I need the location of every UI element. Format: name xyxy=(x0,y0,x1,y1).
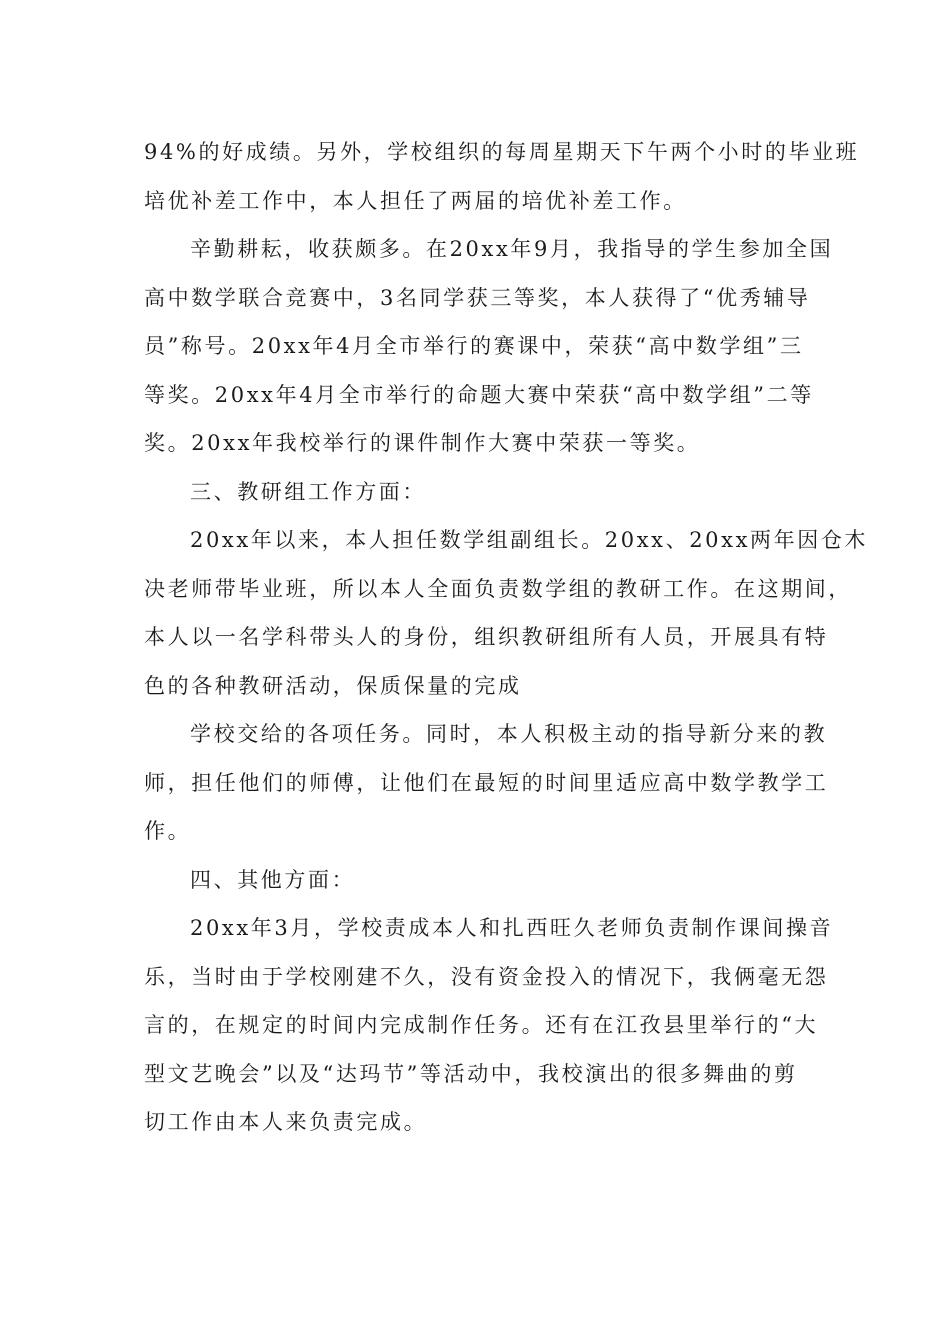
text-line: 20xx年以来，本人担任数学组副组长。20xx、20xx两年因仓木 xyxy=(190,528,869,552)
section-heading-other xyxy=(144,856,806,905)
section-heading: 三、教研组工作方面： xyxy=(190,479,426,504)
text-line: 辛勤耕耘，收获颇多。在20xx年9月，我指导的学生参加全国 xyxy=(190,237,834,261)
text-line: 等奖。20xx年4月全市举行的命题大赛中荣获“高中数学组”二等 xyxy=(144,382,814,407)
text-line: 高中数学联合竞赛中，3名同学获三等奖，本人获得了“优秀辅导 xyxy=(144,285,811,310)
paragraph-grades xyxy=(144,128,860,225)
text-line: 乐，当时由于学校刚建不久，没有资金投入的情况下，我俩毫无怨 xyxy=(144,964,829,989)
text-line: 色的各种教研活动，保质保量的完成 xyxy=(144,673,522,698)
section-heading-teaching-research xyxy=(144,468,806,517)
text-line: 切工作由本人来负责完成。 xyxy=(144,1110,428,1134)
text-line: 94%的好成绩。另外，学校组织的每周星期天下午两个小时的毕业班 xyxy=(144,140,860,164)
text-line: 培优补差工作中，本人担任了两届的培优补差工作。 xyxy=(144,188,687,213)
text-line: 型文艺晚会”以及“达玛节”等活动中，我校演出的很多舞曲的剪 xyxy=(144,1061,798,1086)
text-line: 员”称号。20xx年4月全市举行的赛课中，荣获“高中数学组”三 xyxy=(144,334,804,358)
paragraph-teaching-research xyxy=(144,516,869,710)
text-line: 决老师带毕业班，所以本人全面负责数学组的教研工作。在这期间， xyxy=(144,576,852,601)
paragraph-achievements xyxy=(144,225,834,468)
text-line: 师，担任他们的师傅，让他们在最短的时间里适应高中数学教学工 xyxy=(144,770,829,795)
text-line: 奖。20xx年我校举行的课件制作大赛中荣获一等奖。 xyxy=(144,431,701,455)
document-body xyxy=(144,128,869,1147)
text-line: 言的，在规定的时间内完成制作任务。还有在江孜县里举行的“大 xyxy=(144,1013,819,1037)
text-line: 本人以一名学科带头人的身份，组织教研组所有人员，开展具有特 xyxy=(144,625,829,649)
paragraph-other xyxy=(144,904,834,1147)
section-heading: 四、其他方面： xyxy=(190,867,356,892)
text-line: 作。 xyxy=(144,819,192,843)
paragraph-mentoring xyxy=(144,710,829,856)
text-line: 20xx年3月，学校责成本人和扎西旺久老师负责制作课间操音 xyxy=(190,916,834,940)
text-line: 学校交给的各项任务。同时，本人积极主动的指导新分来的教 xyxy=(190,722,828,746)
